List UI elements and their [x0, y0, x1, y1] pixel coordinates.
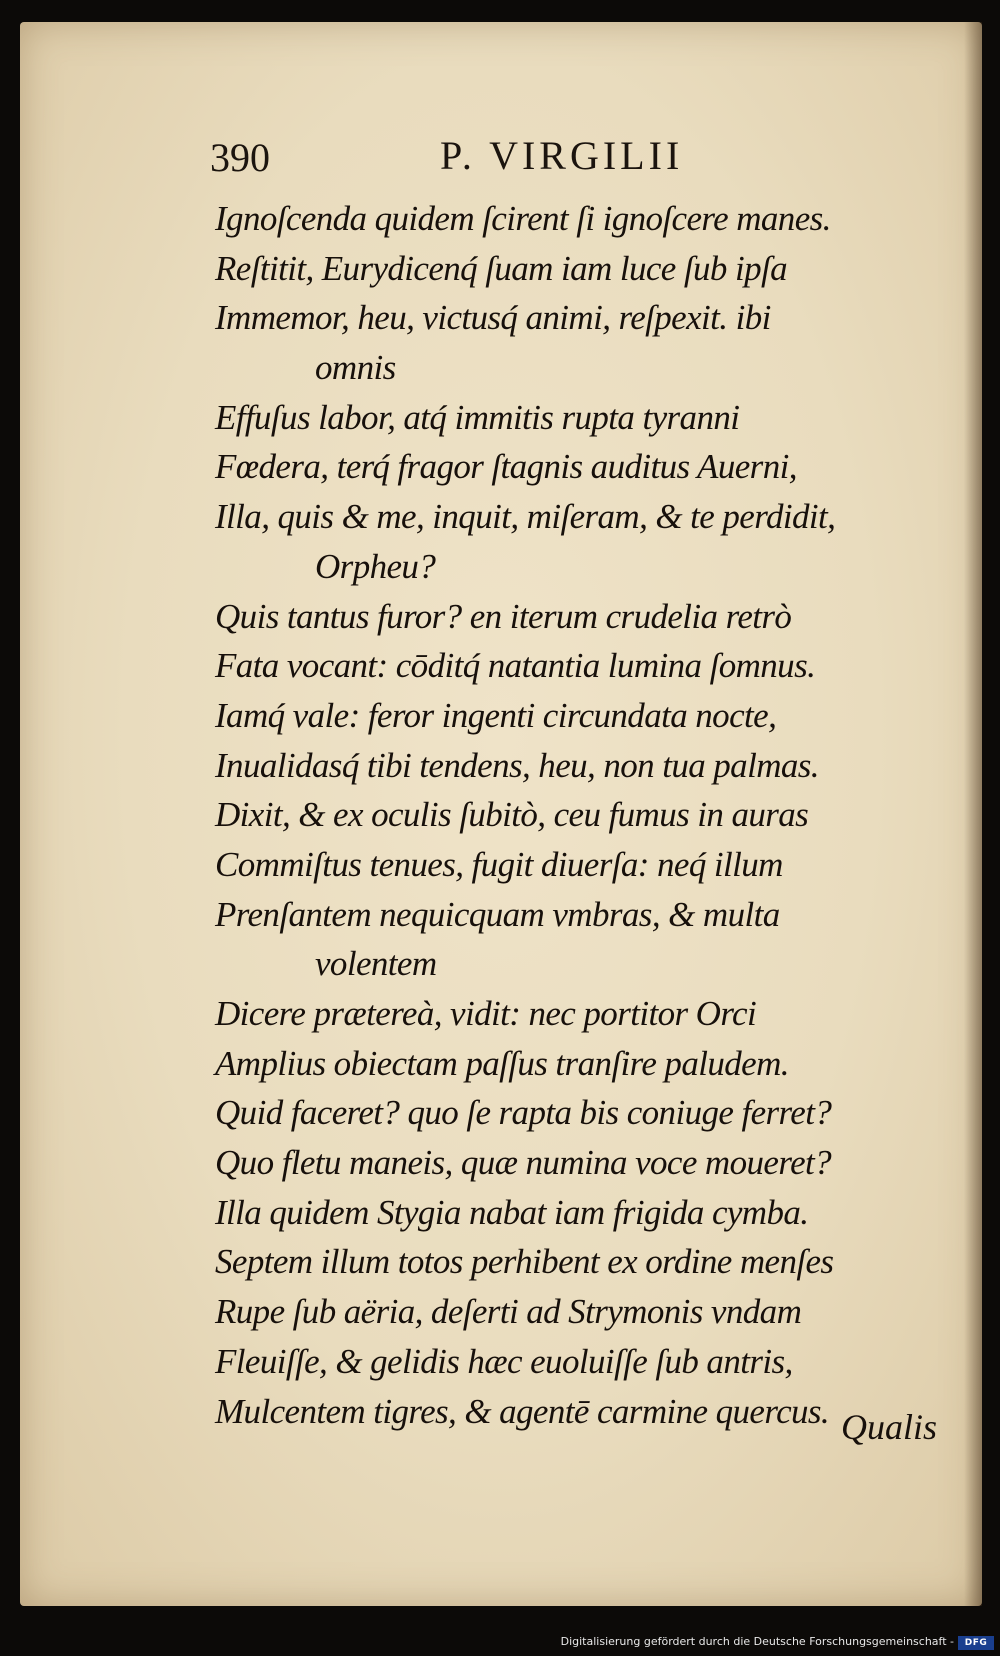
- verse-continuation: volentem: [315, 944, 437, 984]
- verse-line: Dicere prætereà, vidit: nec portitor Orci: [215, 994, 757, 1033]
- verse-line: Quo fletu maneis, quæ numina voce moueret?: [215, 1143, 832, 1183]
- verse-line: Amplius obiectam paſſus tranſire paludem.: [215, 1043, 789, 1083]
- verse-line: Effuſus labor, atq́ immitis rupta tyranni: [215, 397, 740, 437]
- page-number: 390: [210, 135, 270, 180]
- verse-line: Prenſantem nequicquam vmbras, & multa: [215, 894, 780, 934]
- verse-line: Quis tantus furor? en iterum crudelia retrò: [215, 596, 792, 636]
- verse-list: [215, 194, 995, 1436]
- verse-line: Commiſtus tenues, fugit diuerſa: neq́ illum: [215, 844, 783, 884]
- verse-continuation: omnis: [315, 348, 396, 388]
- verse-line: Illa quidem Stygia nabat iam frigida cymba.: [215, 1192, 809, 1232]
- running-head: [20, 114, 982, 180]
- verse-line: Mulcentem tigres, & agentē carmine quercus.: [215, 1391, 830, 1431]
- verse-line: Reſtitit, Eurydicenq́ ſuam iam luce ſub ipſa: [215, 248, 788, 288]
- book-page: [20, 22, 982, 1606]
- catchword: Qualis: [840, 1407, 937, 1447]
- verse-line: Rupe ſub aëria, deſerti ad Strymonis vndam: [215, 1292, 802, 1332]
- verse-line: Inualidasq́ tibi tendens, heu, non tua palmas.: [215, 745, 819, 785]
- header-title: P. VIRGILII: [440, 133, 684, 178]
- verse-continuation: Orpheu?: [315, 546, 436, 586]
- digitization-credit: Digitalisierung gefördert durch die Deutsche Forschungsgemeinschaft -: [560, 1635, 954, 1648]
- verse-line: Illa, quis & me, inquit, miſeram, & te perdidit,: [215, 497, 836, 537]
- footer-band: [0, 1606, 1000, 1656]
- verse-line: Fata vocant: cōditq́ natantia lumina ſomnus.: [215, 646, 816, 686]
- verse-line: Dixit, & ex oculis ſubitò, ceu fumus in auras: [215, 795, 809, 835]
- verse-line: Ignoſcenda quidem ſcirent ſi ignoſcere manes.: [215, 199, 831, 238]
- verse-line: Immemor, heu, victusq́ animi, reſpexit. ibi: [215, 298, 771, 338]
- verse-line: Fœdera, terq́ fragor ſtagnis auditus Auerni,: [215, 447, 797, 487]
- verse-line: Fleuiſſe, & gelidis hæc euoluiſſe ſub antris,: [215, 1341, 793, 1381]
- verse-line: Septem illum totos perhibent ex ordine menſes: [215, 1242, 834, 1282]
- dfg-logo: DFG: [958, 1636, 994, 1650]
- verse-line: Quid faceret? quo ſe rapta bis coniuge ferret?: [215, 1093, 832, 1133]
- verse-line: Iamq́ vale: feror ingenti circundata nocte,: [215, 695, 777, 735]
